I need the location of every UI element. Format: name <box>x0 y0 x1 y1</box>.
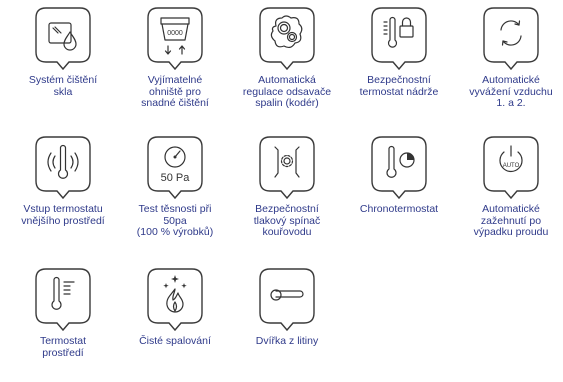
clean-combustion-icon <box>146 267 204 333</box>
feature-label: Automatická regulace odsavače spalin (kodér) <box>242 74 332 109</box>
feature-removable-ashpan <box>119 6 231 110</box>
exhaust-regulation-icon <box>258 6 316 72</box>
feature-label: Bezpečnostní termostat nádrže <box>359 74 439 98</box>
feature-label: Chronotermostat <box>359 203 439 215</box>
feature-auto-reignition <box>455 135 563 239</box>
feature-tank-safety-thermostat <box>343 6 455 98</box>
feature-room-thermostat <box>7 267 119 359</box>
feature-label: Automatické zažehnutí po výpadku proudu <box>473 203 549 238</box>
room-thermostat-icon <box>34 267 92 333</box>
feature-clean-combustion <box>119 267 231 348</box>
feature-label: Automatické vyvážení vzduchu 1. a 2. <box>469 74 553 109</box>
cast-iron-door-icon <box>258 267 316 333</box>
feature-chronothermostat <box>343 135 455 216</box>
feature-label: Čisté spalování <box>139 335 211 347</box>
tank-safety-thermostat-icon <box>370 6 428 72</box>
chronothermostat-icon <box>370 135 428 201</box>
feature-label: Termostat prostředí <box>39 335 87 359</box>
pressure-switch-icon <box>258 135 316 201</box>
feature-label: Vyjímatelné ohniště pro snadné čištění <box>141 74 209 109</box>
svg-text:50 Pa: 50 Pa <box>160 172 190 184</box>
feature-label: Systém čištění skla <box>28 74 98 98</box>
auto-reignition-icon <box>482 135 540 201</box>
glass-cleaning-icon <box>34 6 92 72</box>
feature-leak-test <box>119 135 231 239</box>
feature-auto-air-balance <box>455 6 563 110</box>
removable-ashpan-icon <box>146 6 204 72</box>
svg-text:AUTO: AUTO <box>502 163 520 169</box>
feature-pressure-switch <box>231 135 343 239</box>
feature-label: Bezpečnostní tlakový spínač kouřovodu <box>253 203 321 238</box>
feature-label: Vstup termostatu vnějšího prostředí <box>21 203 105 227</box>
svg-text:0000: 0000 <box>167 30 183 37</box>
feature-external-thermostat-input <box>7 135 119 227</box>
leak-test-gauge-icon <box>146 135 204 201</box>
feature-glass-cleaning <box>7 6 119 98</box>
auto-air-balance-icon <box>482 6 540 72</box>
feature-label: Test těsnosti při 50pa (100 % výrobků) <box>136 203 214 238</box>
feature-cast-iron-door <box>231 267 343 348</box>
feature-label: Dvířka z litiny <box>255 335 319 347</box>
external-thermostat-input-icon <box>34 135 92 201</box>
feature-exhaust-regulation <box>231 6 343 110</box>
